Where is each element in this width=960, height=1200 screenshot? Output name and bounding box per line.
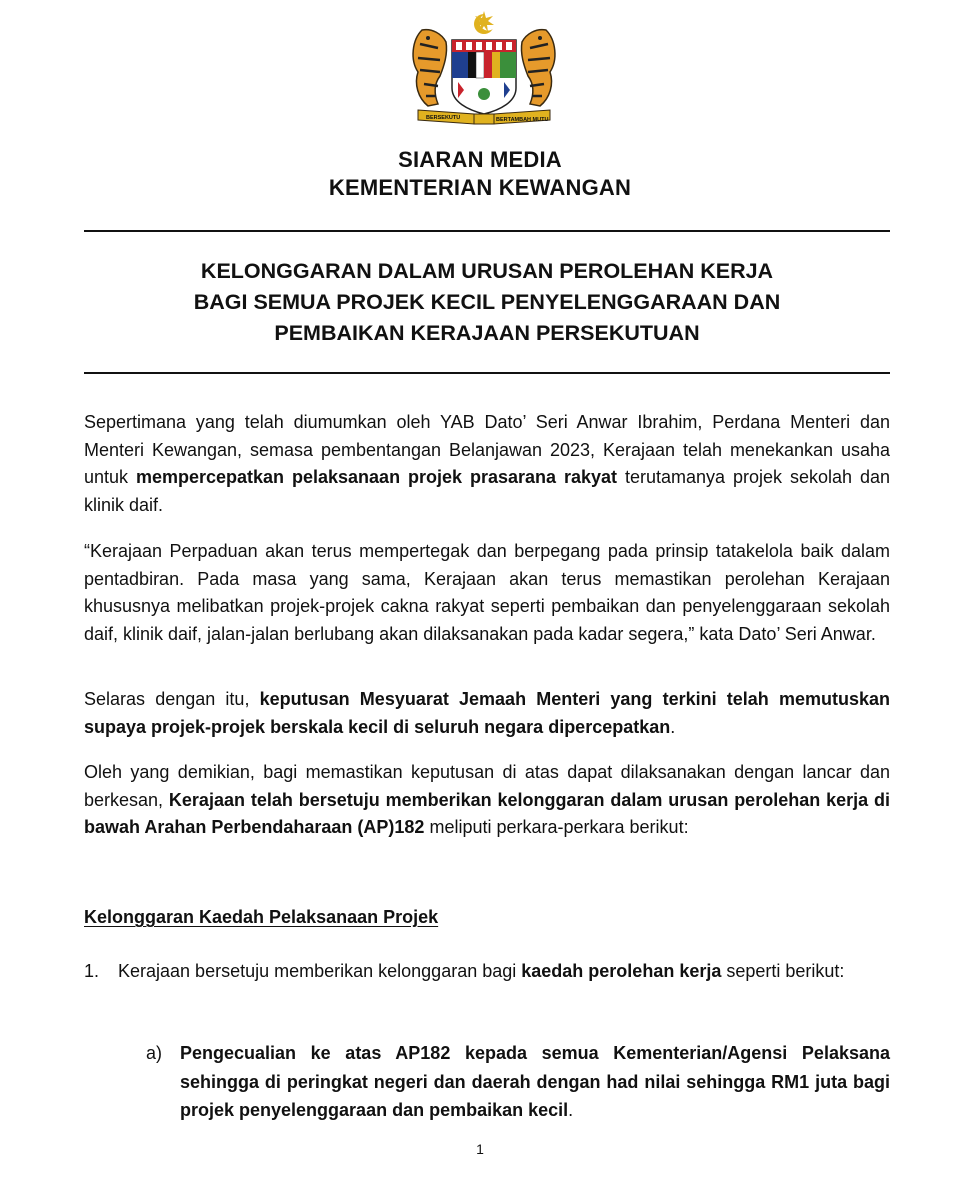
paragraph-1-bold: mempercepatkan pelaksanaan projek prasarana rakyat [135, 467, 618, 487]
bottom-divider [84, 372, 890, 374]
top-divider [84, 230, 890, 232]
list-subitem-a-bold: Pengecualian ke atas AP182 kepada semua Kementerian/Agensi Pelaksana sehingga di peringkat negeri dan daerah dengan had nilai sehingga RM1 juta bagi projek penyelenggaraan dan pembaikan kecil [180, 1043, 890, 1120]
paragraph-1-text-b: terutamanya projek sekolah dan klinik daif. [84, 467, 890, 515]
list-item-1-number: 1. [84, 961, 100, 981]
page-number: 1 [476, 1141, 484, 1157]
title-line-1: KELONGGARAN DALAM URUSAN PEROLEHAN KERJA [200, 259, 774, 283]
paragraph-3-text-b: . [670, 716, 676, 737]
section-heading: Kelonggaran Kaedah Pelaksanaan Projek [84, 907, 439, 927]
paragraph-4 [84, 759, 890, 842]
list-subitem-a-label: a) [146, 1043, 163, 1063]
paragraph-3 [84, 686, 890, 741]
crest-motto-left: BERSEKUTU [426, 115, 461, 121]
coat-of-arms-crest [404, 10, 564, 136]
list-item-1-bold: kaedah perolehan kerja [521, 961, 722, 981]
paragraph-4-bold: Kerajaan telah bersetuju memberikan kelonggaran dalam urusan perolehan kerja di bawah Arahan Perbendaharaan (AP)182 [84, 789, 890, 837]
title-line-2: BAGI SEMUA PROJEK KECIL PENYELENGGARAAN DAN [193, 290, 781, 314]
list-subitem-a-text [180, 1039, 890, 1125]
list-subitem-a-period: . [568, 1100, 574, 1120]
paragraph-1 [84, 409, 890, 519]
list-item-1-text-b: seperti berikut: [721, 961, 845, 981]
title-line-3: PEMBAIKAN KERAJAAN PERSEKUTUAN [274, 321, 700, 345]
media-release-label: SIARAN MEDIA [398, 147, 562, 172]
document-title [84, 256, 890, 349]
paragraph-3-bold: keputusan Mesyuarat Jemaah Menteri yang terkini telah memutuskan supaya projek-projek berskala kecil di seluruh negara dipercepatkan [84, 689, 890, 737]
paragraph-4-text-b: meliputi perkara-perkara berikut: [424, 817, 689, 837]
paragraph-3-text-a: Selaras dengan itu, [84, 689, 260, 709]
paragraph-4-text-a: Oleh yang demikian, bagi memastikan keputusan di atas dapat dilaksanakan dengan lancar dan berkesan, [84, 762, 890, 810]
paragraph-1-text-a: Sepertimana yang telah diumumkan oleh YAB Dato’ Seri Anwar Ibrahim, Perdana Menteri dan Menteri Kewangan, semasa pembentangan Belanjawan 2023, Kerajaan telah menekankan usaha untuk [84, 412, 890, 487]
paragraph-2-text: “Kerajaan Perpaduan akan terus mempertegak dan berpegang pada prinsip tatakelola baik dalam pentadbiran. Pada masa yang sama, Kerajaan akan terus memastikan perolehan Kerajaan khususnya melibatkan projek-projek cakna rakyat seperti pembaikan dan penyelenggaraan sekolah daif, klinik daif, jalan-jalan berlubang akan dilaksanakan pada kadar segera,” kata Dato’ Seri Anwar. [84, 541, 890, 644]
list-item-1-text [118, 957, 890, 985]
crest-motto-right: BERTAMBAH MUTU [496, 117, 549, 123]
paragraph-2-quote [84, 538, 890, 648]
ministry-name: KEMENTERIAN KEWANGAN [328, 175, 632, 200]
list-item-1-text-a: Kerajaan bersetuju memberikan kelonggaran bagi [118, 961, 522, 981]
